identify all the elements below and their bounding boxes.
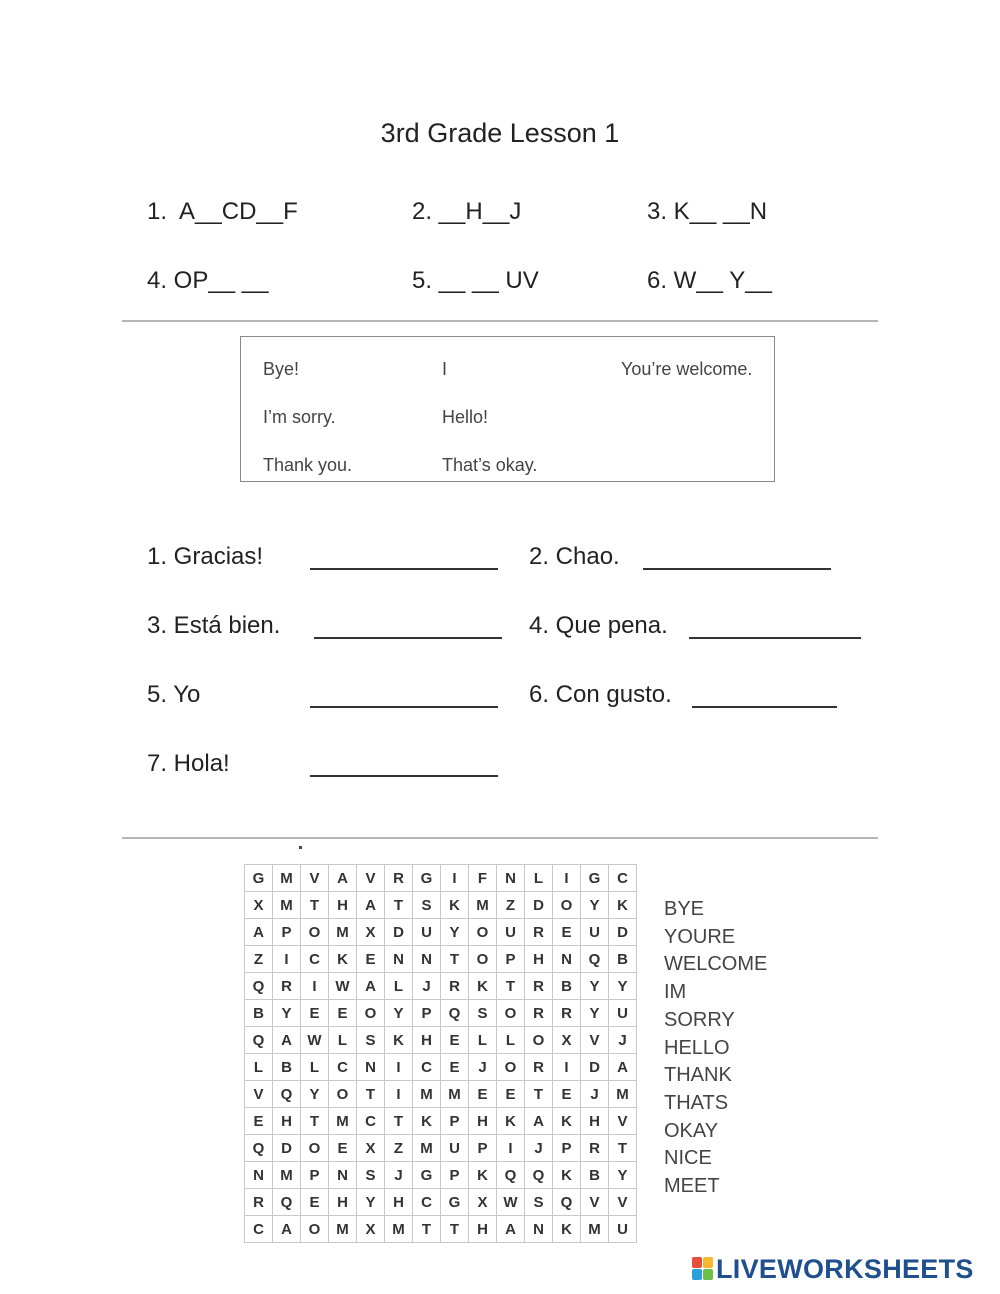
grid-row (245, 1000, 637, 1027)
translation-prompt-4: 4. Que pena. (529, 612, 668, 639)
grid-cell[interactable]: T (441, 946, 469, 973)
grid-cell[interactable]: M (385, 1216, 413, 1243)
grid-cell[interactable]: A (329, 865, 357, 892)
word-bank-item: I’m sorry. (263, 407, 336, 427)
grid-cell[interactable]: X (357, 1216, 385, 1243)
grid-cell[interactable]: H (385, 1189, 413, 1216)
word-search-word: OKAY (664, 1119, 719, 1142)
grid-cell[interactable]: T (301, 892, 329, 919)
grid-cell[interactable]: G (413, 1162, 441, 1189)
grid-cell[interactable]: U (413, 919, 441, 946)
grid-cell[interactable]: H (581, 1108, 609, 1135)
grid-cell[interactable]: I (553, 1054, 581, 1081)
grid-cell[interactable]: E (301, 1000, 329, 1027)
grid-cell[interactable]: Q (273, 1081, 301, 1108)
stray-mark (299, 846, 302, 849)
grid-cell[interactable]: A (357, 892, 385, 919)
grid-cell[interactable]: K (553, 1216, 581, 1243)
translation-prompt-2: 2. Chao. (529, 543, 620, 570)
grid-cell[interactable]: R (525, 919, 553, 946)
grid-cell[interactable]: P (273, 919, 301, 946)
alphabet-item-1: 1. A__CD__F (147, 198, 298, 225)
grid-cell[interactable]: T (301, 1108, 329, 1135)
grid-cell[interactable]: N (497, 865, 525, 892)
grid-cell[interactable]: C (357, 1108, 385, 1135)
grid-cell[interactable]: K (497, 1108, 525, 1135)
grid-row (245, 946, 637, 973)
grid-cell[interactable]: I (385, 1081, 413, 1108)
grid-cell[interactable]: E (329, 1135, 357, 1162)
word-bank-item: Thank you. (263, 455, 353, 475)
grid-cell[interactable]: E (245, 1108, 273, 1135)
grid-cell[interactable]: Q (245, 973, 273, 1000)
grid-cell[interactable]: O (497, 1054, 525, 1081)
grid-cell[interactable]: E (497, 1081, 525, 1108)
grid-cell[interactable]: B (553, 973, 581, 1000)
grid-cell[interactable]: E (553, 919, 581, 946)
grid-cell[interactable]: Y (581, 973, 609, 1000)
grid-cell[interactable]: M (441, 1081, 469, 1108)
grid-cell[interactable]: L (385, 973, 413, 1000)
grid-cell[interactable]: G (441, 1189, 469, 1216)
grid-cell[interactable]: C (413, 1189, 441, 1216)
grid-cell[interactable]: L (469, 1027, 497, 1054)
grid-cell[interactable]: S (357, 1162, 385, 1189)
grid-cell[interactable]: K (469, 973, 497, 1000)
grid-cell[interactable]: N (385, 946, 413, 973)
page-title: 3rd Grade Lesson 1 (380, 118, 620, 148)
grid-row (245, 1027, 637, 1054)
grid-cell[interactable]: P (441, 1108, 469, 1135)
grid-row (245, 1135, 637, 1162)
grid-cell[interactable]: T (413, 1216, 441, 1243)
grid-cell[interactable]: S (525, 1189, 553, 1216)
word-search-word: THATS (664, 1091, 729, 1114)
grid-cell[interactable]: L (525, 865, 553, 892)
grid-cell[interactable]: O (357, 1000, 385, 1027)
grid-cell[interactable]: K (609, 892, 637, 919)
grid-cell[interactable]: H (329, 1189, 357, 1216)
grid-cell[interactable]: D (273, 1135, 301, 1162)
grid-cell[interactable]: Y (581, 892, 609, 919)
grid-cell[interactable]: Y (609, 1162, 637, 1189)
grid-cell[interactable]: Q (245, 1027, 273, 1054)
grid-cell[interactable]: Y (581, 1000, 609, 1027)
grid-cell[interactable]: N (413, 946, 441, 973)
grid-cell[interactable]: M (329, 1108, 357, 1135)
grid-cell[interactable]: O (329, 1081, 357, 1108)
grid-cell[interactable]: H (469, 1108, 497, 1135)
logo-icon (692, 1257, 714, 1281)
brand-name: LIVEWORKSHEETS (716, 1253, 974, 1284)
alphabet-item-5: 5. __ __ UV (412, 267, 539, 294)
grid-cell[interactable]: P (441, 1162, 469, 1189)
grid-cell[interactable]: O (469, 946, 497, 973)
grid-cell[interactable]: D (581, 1054, 609, 1081)
grid-cell[interactable]: B (273, 1054, 301, 1081)
grid-cell[interactable]: P (301, 1162, 329, 1189)
grid-cell[interactable]: U (609, 1000, 637, 1027)
grid-cell[interactable]: E (301, 1189, 329, 1216)
word-bank-item: You’re welcome. (621, 359, 753, 379)
grid-cell[interactable]: Y (273, 1000, 301, 1027)
grid-cell[interactable]: U (609, 1216, 637, 1243)
answer-blank-3[interactable] (314, 637, 502, 639)
grid-cell[interactable]: E (553, 1081, 581, 1108)
grid-cell[interactable]: R (581, 1135, 609, 1162)
grid-cell[interactable]: E (441, 1054, 469, 1081)
grid-cell[interactable]: N (357, 1054, 385, 1081)
grid-row (245, 1189, 637, 1216)
grid-cell[interactable]: N (329, 1162, 357, 1189)
word-search-grid (244, 864, 637, 1243)
grid-cell[interactable]: L (329, 1027, 357, 1054)
translation-prompt-3: 3. Está bien. (147, 612, 281, 639)
grid-cell[interactable]: V (581, 1027, 609, 1054)
word-search-word: YOURE (664, 925, 736, 948)
word-search-word: BYE (664, 898, 705, 920)
grid-cell[interactable]: J (413, 973, 441, 1000)
grid-cell[interactable]: Y (385, 1000, 413, 1027)
grid-cell[interactable]: D (609, 919, 637, 946)
grid-cell[interactable]: O (553, 892, 581, 919)
answer-blank-1[interactable] (310, 568, 498, 570)
grid-cell[interactable]: R (441, 973, 469, 1000)
translation-prompt-6: 6. Con gusto. (529, 681, 672, 708)
grid-cell[interactable]: R (273, 973, 301, 1000)
grid-cell[interactable]: O (301, 1216, 329, 1243)
grid-cell[interactable]: M (609, 1081, 637, 1108)
grid-cell[interactable]: Z (385, 1135, 413, 1162)
grid-cell[interactable]: L (301, 1054, 329, 1081)
grid-cell[interactable]: B (245, 1000, 273, 1027)
grid-cell[interactable]: G (581, 865, 609, 892)
grid-cell[interactable]: C (609, 865, 637, 892)
answer-blank-4[interactable] (689, 637, 861, 639)
grid-cell[interactable]: O (469, 919, 497, 946)
grid-cell[interactable]: O (525, 1027, 553, 1054)
grid-cell[interactable]: C (413, 1054, 441, 1081)
grid-cell[interactable]: R (525, 973, 553, 1000)
grid-cell[interactable]: Y (357, 1189, 385, 1216)
word-bank-item: Bye! (263, 359, 300, 379)
grid-cell[interactable]: Y (441, 919, 469, 946)
grid-cell[interactable]: K (413, 1108, 441, 1135)
grid-cell[interactable]: A (609, 1054, 637, 1081)
grid-cell[interactable]: J (385, 1162, 413, 1189)
grid-cell[interactable]: J (469, 1054, 497, 1081)
grid-cell[interactable]: P (469, 1135, 497, 1162)
grid-cell[interactable]: T (609, 1135, 637, 1162)
logo-square (692, 1257, 702, 1268)
translation-prompt-7: 7. Hola! (147, 750, 230, 777)
grid-cell[interactable]: R (245, 1189, 273, 1216)
grid-cell[interactable]: O (301, 919, 329, 946)
grid-row (245, 892, 637, 919)
grid-cell[interactable]: A (273, 1027, 301, 1054)
grid-cell[interactable]: K (385, 1027, 413, 1054)
grid-cell[interactable]: T (385, 892, 413, 919)
word-search-word: WELCOME (664, 953, 768, 976)
grid-cell[interactable]: U (497, 919, 525, 946)
grid-cell[interactable]: N (553, 946, 581, 973)
grid-row (245, 1108, 637, 1135)
word-search-list (664, 896, 767, 1201)
grid-cell[interactable]: M (273, 865, 301, 892)
answer-blank-6[interactable] (692, 706, 837, 708)
grid-cell[interactable]: Q (497, 1162, 525, 1189)
grid-cell[interactable]: H (273, 1108, 301, 1135)
grid-cell[interactable]: S (469, 1000, 497, 1027)
grid-cell[interactable]: Q (245, 1135, 273, 1162)
grid-cell[interactable]: O (301, 1135, 329, 1162)
grid-cell[interactable]: O (497, 1000, 525, 1027)
grid-cell[interactable]: E (329, 1000, 357, 1027)
grid-cell[interactable]: V (357, 865, 385, 892)
alphabet-item-6: 6. W__ Y__ (647, 267, 772, 294)
grid-cell[interactable]: I (441, 865, 469, 892)
grid-cell[interactable]: M (581, 1216, 609, 1243)
grid-cell[interactable]: W (329, 973, 357, 1000)
word-search-word: HELLO (664, 1036, 730, 1059)
grid-cell[interactable]: S (413, 892, 441, 919)
grid-cell[interactable]: I (497, 1135, 525, 1162)
word-search-word: MEET (664, 1175, 720, 1198)
grid-cell[interactable]: A (497, 1216, 525, 1243)
word-bank-item: That’s okay. (442, 455, 538, 475)
grid-cell[interactable]: T (357, 1081, 385, 1108)
grid-cell[interactable]: H (413, 1027, 441, 1054)
grid-cell[interactable]: P (413, 1000, 441, 1027)
grid-cell[interactable]: X (245, 892, 273, 919)
grid-row (245, 1216, 637, 1243)
grid-cell[interactable]: D (525, 892, 553, 919)
logo-square (703, 1257, 713, 1268)
grid-cell[interactable]: A (525, 1108, 553, 1135)
grid-cell[interactable]: Q (525, 1162, 553, 1189)
grid-cell[interactable]: G (245, 865, 273, 892)
alphabet-item-3: 3. K__ __N (647, 198, 768, 225)
grid-cell[interactable]: U (441, 1135, 469, 1162)
grid-cell[interactable]: B (609, 946, 637, 973)
grid-cell[interactable]: A (245, 919, 273, 946)
grid-cell[interactable]: M (273, 892, 301, 919)
grid-cell[interactable]: Y (301, 1081, 329, 1108)
grid-cell[interactable]: M (413, 1135, 441, 1162)
grid-cell[interactable]: V (609, 1108, 637, 1135)
translation-prompt-1: 1. Gracias! (147, 543, 264, 570)
answer-blank-2[interactable] (643, 568, 831, 570)
word-bank-item: I (442, 359, 448, 379)
grid-cell[interactable]: N (525, 1216, 553, 1243)
grid-cell[interactable]: K (553, 1108, 581, 1135)
grid-cell[interactable]: X (357, 1135, 385, 1162)
logo-square (692, 1269, 702, 1280)
grid-cell[interactable]: Q (553, 1189, 581, 1216)
grid-row (245, 973, 637, 1000)
grid-cell[interactable]: R (525, 1000, 553, 1027)
grid-cell[interactable]: V (609, 1189, 637, 1216)
alphabet-item-4: 4. OP__ __ (147, 267, 269, 294)
grid-row (245, 1054, 637, 1081)
grid-cell[interactable]: M (329, 919, 357, 946)
word-bank-item: Hello! (442, 407, 489, 427)
grid-cell[interactable]: T (497, 973, 525, 1000)
grid-cell[interactable]: F (469, 865, 497, 892)
grid-cell[interactable]: N (245, 1162, 273, 1189)
grid-cell[interactable]: M (273, 1162, 301, 1189)
grid-cell[interactable]: R (385, 865, 413, 892)
grid-cell[interactable]: K (553, 1162, 581, 1189)
grid-cell[interactable]: E (441, 1027, 469, 1054)
translation-prompt-5: 5. Yo (147, 681, 201, 708)
section-divider (122, 837, 878, 839)
grid-cell[interactable]: T (441, 1216, 469, 1243)
grid-cell[interactable]: K (441, 892, 469, 919)
grid-cell[interactable]: P (553, 1135, 581, 1162)
grid-cell[interactable]: D (385, 919, 413, 946)
grid-cell[interactable]: L (245, 1054, 273, 1081)
grid-cell[interactable]: J (609, 1027, 637, 1054)
grid-row (245, 865, 637, 892)
answer-blank-5[interactable] (310, 706, 498, 708)
grid-cell[interactable]: V (581, 1189, 609, 1216)
section-divider (122, 320, 878, 322)
grid-cell[interactable]: Y (609, 973, 637, 1000)
grid-cell[interactable]: J (581, 1081, 609, 1108)
grid-cell[interactable]: P (497, 946, 525, 973)
word-search-word: IM (664, 981, 687, 1004)
grid-cell[interactable]: X (357, 919, 385, 946)
grid-cell[interactable]: G (413, 865, 441, 892)
word-search-word: NICE (664, 1147, 712, 1170)
grid-cell[interactable]: U (581, 919, 609, 946)
grid-cell[interactable]: M (469, 892, 497, 919)
grid-cell[interactable]: X (469, 1189, 497, 1216)
word-search-word: SORRY (664, 1008, 735, 1031)
logo-square (703, 1269, 713, 1280)
grid-row (245, 1162, 637, 1189)
grid-cell[interactable]: Q (581, 946, 609, 973)
grid-cell[interactable]: I (301, 973, 329, 1000)
grid-cell[interactable]: H (525, 946, 553, 973)
grid-row (245, 919, 637, 946)
grid-cell[interactable]: S (357, 1027, 385, 1054)
grid-cell[interactable]: M (413, 1081, 441, 1108)
grid-cell[interactable]: A (273, 1216, 301, 1243)
grid-cell[interactable]: Q (273, 1189, 301, 1216)
grid-cell[interactable]: B (581, 1162, 609, 1189)
grid-cell[interactable]: W (301, 1027, 329, 1054)
grid-cell[interactable]: I (553, 865, 581, 892)
grid-cell[interactable]: M (329, 1216, 357, 1243)
grid-cell[interactable]: R (525, 1054, 553, 1081)
grid-cell[interactable]: C (245, 1216, 273, 1243)
grid-cell[interactable]: X (553, 1027, 581, 1054)
grid-cell[interactable]: C (301, 946, 329, 973)
grid-cell[interactable]: A (357, 973, 385, 1000)
grid-cell[interactable]: E (357, 946, 385, 973)
grid-cell[interactable]: H (469, 1216, 497, 1243)
grid-cell[interactable]: Q (441, 1000, 469, 1027)
grid-cell[interactable]: V (245, 1081, 273, 1108)
word-bank (240, 336, 775, 482)
grid-cell[interactable]: K (329, 946, 357, 973)
grid-cell[interactable]: E (469, 1081, 497, 1108)
grid-cell[interactable]: J (525, 1135, 553, 1162)
liveworksheets-logo (692, 1253, 974, 1285)
grid-cell[interactable]: H (329, 892, 357, 919)
grid-cell[interactable]: I (385, 1054, 413, 1081)
answer-blank-7[interactable] (310, 775, 498, 777)
word-search-word: THANK (664, 1064, 732, 1087)
alphabet-item-2: 2. __H__J (412, 198, 522, 225)
grid-cell[interactable]: W (497, 1189, 525, 1216)
grid-cell[interactable]: V (301, 865, 329, 892)
grid-cell[interactable]: K (469, 1162, 497, 1189)
grid-cell[interactable]: Z (245, 946, 273, 973)
grid-cell[interactable]: T (525, 1081, 553, 1108)
grid-cell[interactable]: I (273, 946, 301, 973)
grid-cell[interactable]: R (553, 1000, 581, 1027)
grid-cell[interactable]: L (497, 1027, 525, 1054)
grid-row (245, 1081, 637, 1108)
grid-cell[interactable]: Z (497, 892, 525, 919)
grid-cell[interactable]: C (329, 1054, 357, 1081)
grid-cell[interactable]: T (385, 1108, 413, 1135)
